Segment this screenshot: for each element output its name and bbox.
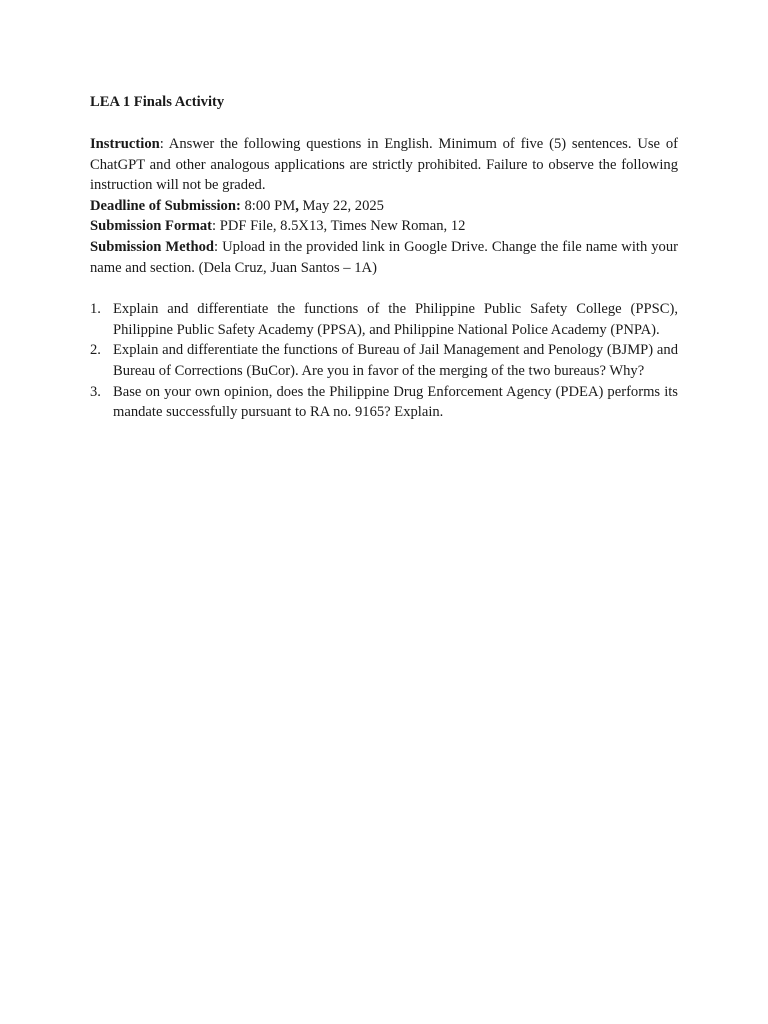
deadline-label: Deadline of Submission: (90, 197, 241, 214)
question-number: 3. (90, 383, 101, 400)
question-number: 2. (90, 342, 101, 359)
format-label: Submission Format (90, 218, 213, 235)
instructions-block (90, 134, 678, 278)
question-text: Explain and differentiate the functions of Bureau of Jail Management and Penology (BJMP) and Bureau of Corrections (BuCor). Are you in favor of the merging of the two bureaus? Why? (113, 342, 678, 379)
deadline-comma: , (295, 197, 299, 214)
instruction-label: Instruction (90, 136, 160, 152)
question-item (90, 340, 678, 381)
question-text: Base on your own opinion, does the Philippine Drug Enforcement Agency (PDEA) performs its mandate successfully pursuant to RA no. 9165? Explain. (113, 383, 678, 421)
question-number: 1. (90, 301, 101, 318)
instruction-paragraph (90, 134, 678, 196)
format-paragraph (90, 216, 678, 237)
deadline-date: May 22, 2025 (298, 197, 384, 214)
format-text: : PDF File, 8.5X13, Times New Roman, 12 (212, 218, 466, 235)
document-page (90, 92, 678, 423)
question-item (90, 299, 678, 340)
method-label: Submission Method (90, 238, 215, 255)
instruction-text: : Answer the following questions in English. Minimum of five (5) sentences. Use of ChatGPT and other analogous applications are strictly prohibited. Failure to observe the following instruction will not be graded. (90, 136, 678, 194)
deadline-time: 8:00 PM (244, 197, 296, 214)
question-text: Explain and differentiate the functions of the Philippine Public Safety College (PPSC), Philippine Public Safety Academy (PPSA), and Philippine National Police Academy (PNPA). (113, 301, 678, 338)
document-title: LEA 1 Finals Activity (90, 94, 225, 110)
deadline-paragraph (90, 196, 678, 217)
method-text: : Upload in the provided link in Google Drive. Change the file name with your name and section. (Dela Cruz, Juan Santos – 1A) (90, 238, 678, 276)
questions-list (90, 299, 678, 423)
method-paragraph (90, 237, 678, 278)
question-item (90, 382, 678, 423)
